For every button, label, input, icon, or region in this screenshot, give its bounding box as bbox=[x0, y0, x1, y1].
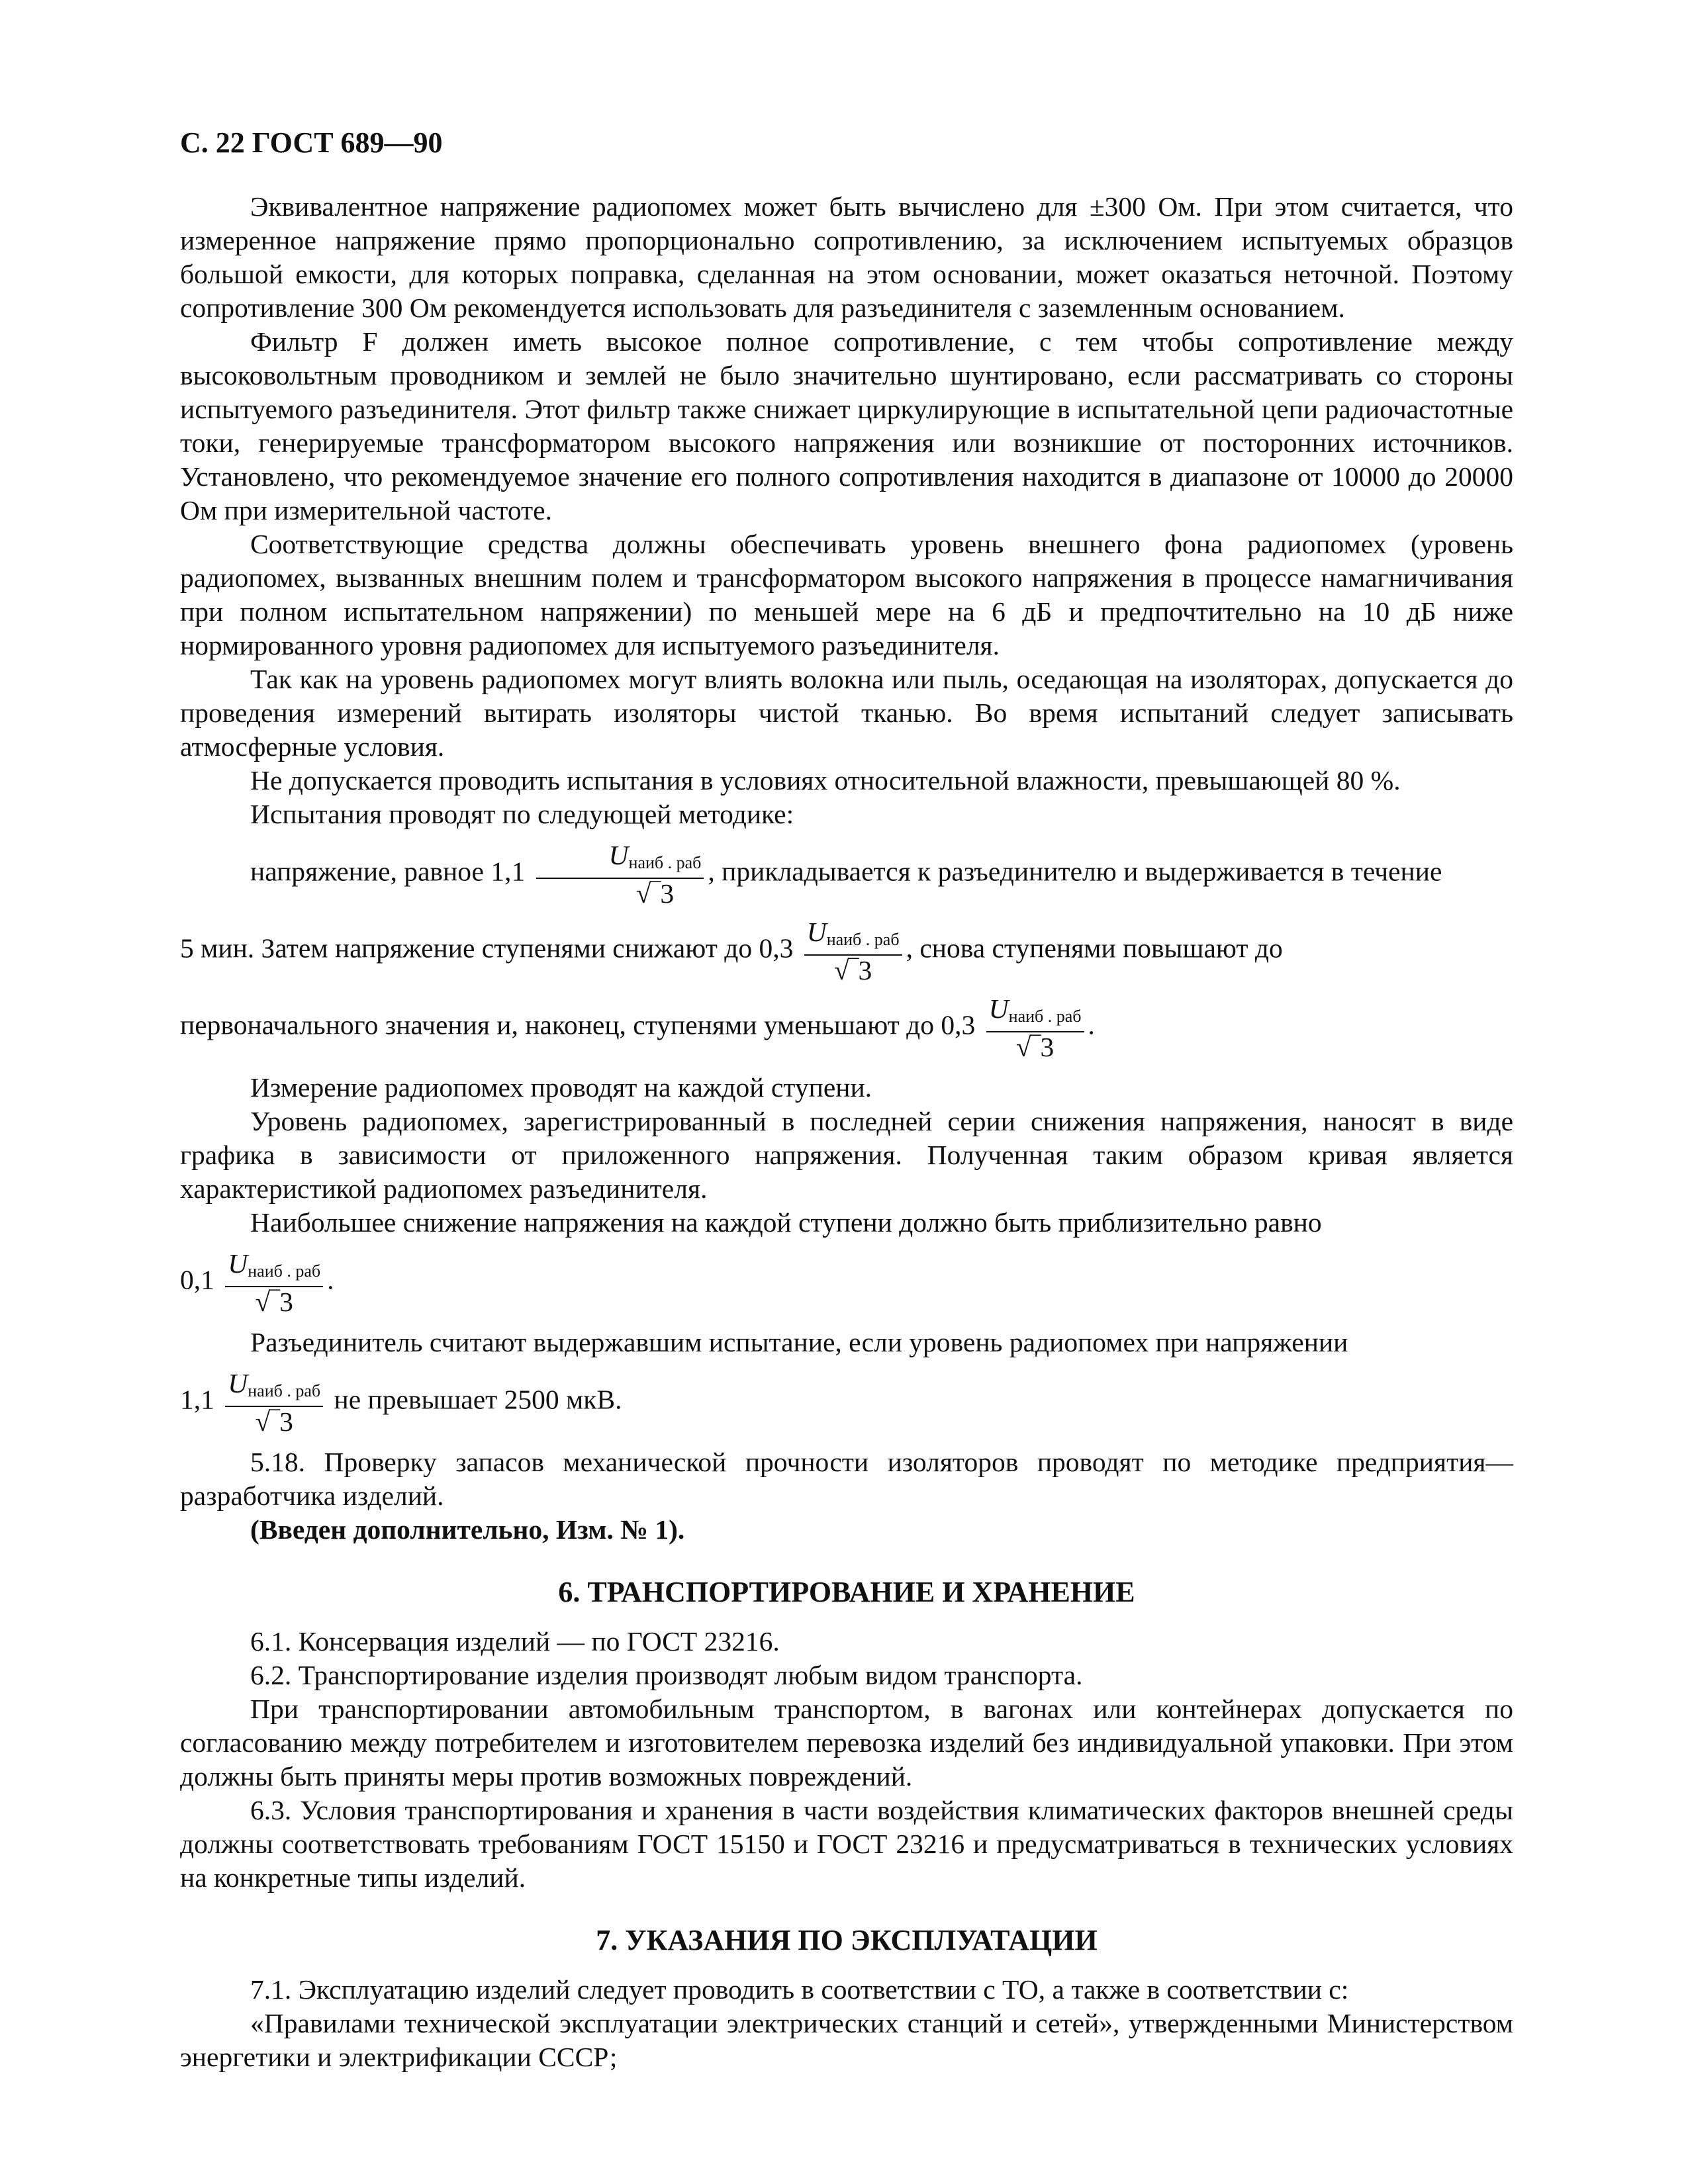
paragraph: При транспортировании автомобильным транспортом, в вагонах или контейнерах допускается по согласованию между потребителем и изготовителем перевозка изделий без индивидуальной упаковки. При этом должны быть приняты меры против возможных повреждений. bbox=[180, 1694, 1513, 1792]
page-header: С. 22 ГОСТ 689—90 bbox=[180, 126, 443, 159]
fraction-subscript: наиб . раб bbox=[826, 930, 900, 949]
paragraph: Разъединитель считают выдержавшим испытание, если уровень радиопомех при напряжении bbox=[250, 1327, 1348, 1357]
voltage-fraction bbox=[225, 1369, 323, 1436]
fraction-numerator: U bbox=[806, 917, 827, 947]
formula-text: 0,1 bbox=[180, 1264, 214, 1295]
paragraph: Эквивалентное напряжение радиопомех может быть вычислено для ±300 Ом. При этом считается, что измеренное напряжение прямо пропорционально сопротивлению, за исключением испытуемых образцов большой емкости, для которых поправка, сделанная на этом основании, может оказаться неточной. Поэтому сопротивление 300 Ом рекомендуется использовать для разъединителя с заземленным основанием. bbox=[180, 191, 1513, 323]
formula-line bbox=[180, 994, 1513, 1062]
formula-text: . bbox=[1088, 1009, 1095, 1040]
fraction-subscript: наиб . раб bbox=[248, 1261, 321, 1281]
paragraph: 6.1. Консервация изделий — по ГОСТ 23216. bbox=[250, 1626, 780, 1657]
formula-text: . bbox=[327, 1264, 334, 1295]
paragraph: Измерение радиопомех проводят на каждой ступени. bbox=[250, 1072, 872, 1103]
fraction-subscript: наиб . раб bbox=[1008, 1007, 1082, 1026]
paragraph: «Правилами технической эксплуатации электрических станций и сетей», утвержденными Министерством энергетики и электрификации СССР; bbox=[180, 2008, 1513, 2072]
document-page bbox=[180, 126, 1513, 2074]
formula-text: напряжение, равное 1,1 bbox=[250, 856, 526, 887]
paragraph: Наибольшее снижение напряжения на каждой ступени должно быть приблизительно равно bbox=[250, 1207, 1322, 1238]
voltage-fraction bbox=[804, 917, 902, 985]
section-6-title: 6. ТРАНСПОРТИРОВАНИЕ И ХРАНЕНИЕ bbox=[558, 1576, 1135, 1608]
fraction-numerator: U bbox=[988, 993, 1009, 1024]
section-7-title: 7. УКАЗАНИЯ ПО ЭКСПЛУАТАЦИИ bbox=[596, 1924, 1098, 1956]
fraction-subscript: наиб . раб bbox=[628, 853, 702, 872]
formula-text: не превышает 2500 мкВ. bbox=[334, 1384, 622, 1415]
formula-text: 5 мин. Затем напряжение ступенями снижают до 0,3 bbox=[180, 933, 794, 964]
paragraph: Соответствующие средства должны обеспечивать уровень внешнего фона радиопомех (уровень радиопомех, вызванных внешним полем и трансформатором высокого напряжения в процессе намагничивания при полном испытательном напряжении) по меньшей мере на 6 дБ и предпочтительно на 10 дБ ниже нормированного уровня радиопомех для испытуемого разъединителя. bbox=[180, 529, 1513, 660]
fraction-denominator: √‾3 bbox=[255, 1406, 293, 1437]
formula-text: первоначального значения и, наконец, ступенями уменьшают до 0,3 bbox=[180, 1009, 976, 1040]
fraction-denominator: √‾3 bbox=[635, 878, 675, 909]
fraction-numerator: U bbox=[228, 1248, 248, 1279]
fraction-subscript: наиб . раб bbox=[248, 1381, 321, 1400]
formula-line bbox=[180, 1249, 1513, 1316]
formula-text: , прикладывается к разъединителю и выдерживается в течение bbox=[708, 856, 1442, 887]
voltage-fraction bbox=[986, 994, 1084, 1062]
paragraph: Уровень радиопомех, зарегистрированный в последней серии снижения напряжения, наносят в виде графика в зависимости от приложенного напряжения. Полученная таким образом кривая является характеристикой радиопомех разъединителя. bbox=[180, 1106, 1513, 1204]
paragraph: Не допускается проводить испытания в условиях относительной влажности, превышающей 80 %. bbox=[250, 765, 1401, 796]
fraction-denominator: √‾3 bbox=[255, 1287, 293, 1317]
amendment-note: (Введен дополнительно, Изм. № 1). bbox=[250, 1514, 685, 1545]
paragraph: Фильтр F должен иметь высокое полное сопротивление, с тем чтобы сопротивление между высоковольтным проводником и землей не было значительно шунтировано, если рассматривать со стороны испытуемого разъединителя. Этот фильтр также снижает циркулирующие в испытательной цепи радиочастотные токи, генерируемые трансформатором высокого напряжения или возникшие от посторонних источников. Установлено, что рекомендуемое значение его полного сопротивления находится в диапазоне от 10000 до 20000 Ом при измерительной частоте. bbox=[180, 326, 1513, 525]
paragraph: 6.2. Транспортирование изделия производят любым видом транспорта. bbox=[250, 1660, 1083, 1690]
formula-text: , снова ступенями повышают до bbox=[906, 933, 1283, 964]
fraction-denominator: √‾3 bbox=[833, 955, 872, 985]
paragraph: Так как на уровень радиопомех могут влиять волокна или пыль, оседающая на изоляторах, допускается до проведения измерений вытирать изоляторы чистой тканью. Во время испытаний следует записывать атмосферные условия. bbox=[180, 664, 1513, 762]
fraction-numerator: U bbox=[228, 1368, 248, 1398]
formula-line bbox=[180, 841, 1513, 908]
fraction-denominator: √‾3 bbox=[1015, 1032, 1055, 1062]
voltage-fraction bbox=[536, 841, 704, 908]
formula-text: 1,1 bbox=[180, 1384, 214, 1415]
paragraph: Испытания проводят по следующей методике: bbox=[250, 799, 794, 829]
paragraph: 7.1. Эксплуатацию изделий следует проводить в соответствии с ТО, а также в соответствии с: bbox=[250, 1974, 1349, 2005]
formula-line bbox=[180, 917, 1513, 985]
fraction-numerator: U bbox=[608, 840, 629, 870]
paragraph: 6.3. Условия транспортирования и хранения в части воздействия климатических факторов внешней среды должны соответствовать требованиям ГОСТ 15150 и ГОСТ 23216 и предусматриваться в технических условиях на конкретные типы изделий. bbox=[180, 1795, 1513, 1893]
formula-line bbox=[180, 1369, 1513, 1436]
paragraph: 5.18. Проверку запасов механической прочности изоляторов проводят по методике предприятия—разработчика изделий. bbox=[180, 1447, 1513, 1511]
voltage-fraction bbox=[225, 1249, 323, 1316]
